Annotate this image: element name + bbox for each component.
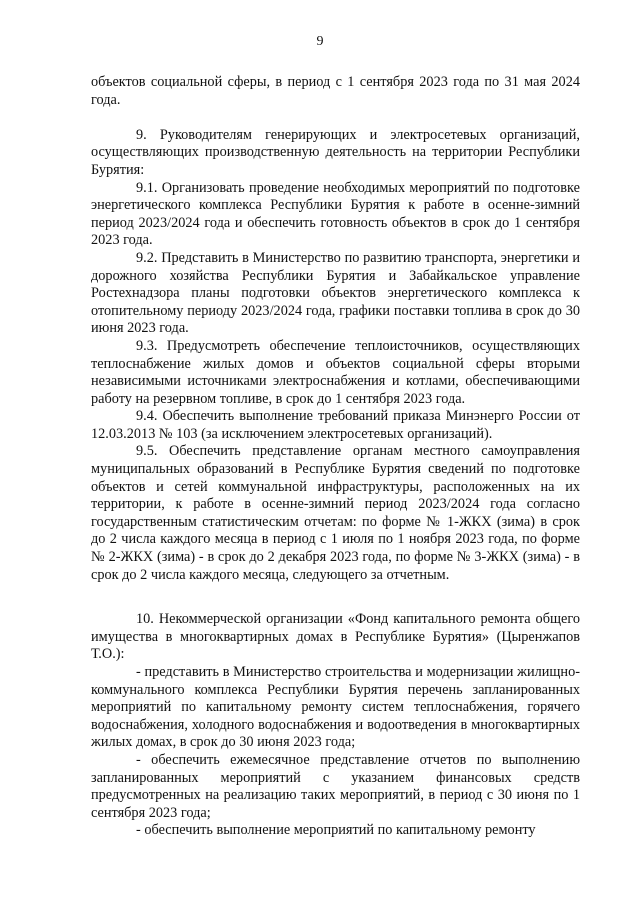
paragraph-item-10: 10. Некоммерческой организации «Фонд капитального ремонта общего имущества в многоквартирных домах в Республике Бурятия» (Цыренжапов Т.О.):	[91, 611, 580, 663]
paragraph-bullet-3: - обеспечить выполнение мероприятий по капитальному ремонту	[136, 822, 536, 839]
paragraph-item-9-3: 9.3. Предусмотреть обеспечение теплоисточников, осуществляющих теплоснабжение жилых домов и объектов социальной сферы вторыми независимыми источниками электроснабжения и котлами, обеспечивающими работу на резервном топливе, в срок до 1 сентября 2023 года.	[91, 337, 580, 407]
paragraph-item-9-2: 9.2. Представить в Министерство по развитию транспорта, энергетики и дорожного хозяйства Республики Бурятия и Забайкальское управление Ростехнадзора планы подготовки объектов энергетического комплекса к отопительному периоду 2023/2024 года, графики поставки топлива в срок до 30 июня 2023 года.	[91, 249, 580, 337]
page-number: 9	[316, 34, 324, 49]
paragraph-bullet-2: - обеспечить ежемесячное представление отчетов по выполнению запланированных мероприятий с указанием финансовых средств предусмотренных на реализацию таких мероприятий, в период с 30 июня по 1 сентября 2023 года;	[91, 751, 580, 821]
paragraph-item-9-5: 9.5. Обеспечить представление органам местного самоуправления муниципальных образований в Республике Бурятия сведений по подготовке объектов и сетей коммунальной инфраструктуры, расположенных на их территории, к работе в осенне-зимний период 2023/2024 года согласно государственным статистическим отчетам: по форме № 1-ЖКХ (зима) в срок до 2 числа каждого месяца в период с 1 июля по 1 ноября 2023 года, по форме № 2-ЖКХ (зима) - в срок до 2 декабря 2023 года, по форме № 3-ЖКХ (зима) - в срок до 2 числа каждого месяца, следующего за отчетным.	[91, 443, 580, 583]
paragraph-item-9-1: 9.1. Организовать проведение необходимых мероприятий по подготовке энергетического комплекса Республики Бурятия к работе в осенне-зимний период 2023/2024 года и обеспечить готовность объектов в срок до 1 сентября 2023 года.	[91, 179, 580, 249]
document-body	[91, 74, 580, 840]
paragraph-item-9-4: 9.4. Обеспечить выполнение требований приказа Минэнерго России от 12.03.2013 № 103 (за исключением электросетевых организаций).	[91, 408, 580, 442]
paragraph-item-9: 9. Руководителям генерирующих и электросетевых организаций, осуществляющих производственную деятельность на территории Республики Бурятия:	[91, 126, 580, 178]
paragraph-continuation: объектов социальной сферы, в период с 1 сентября 2023 года по 31 мая 2024 года.	[91, 74, 580, 108]
paragraph-bullet-1: - представить в Министерство строительства и модернизации жилищно-коммунального комплекса Республики Бурятия перечень запланированных мероприятий по капитальному ремонту систем теплоснабжения, горячего водоснабжения, холодного водоснабжения и водоотведения в многоквартирных жилых домах, в срок до 30 июня 2023 года;	[91, 664, 580, 751]
